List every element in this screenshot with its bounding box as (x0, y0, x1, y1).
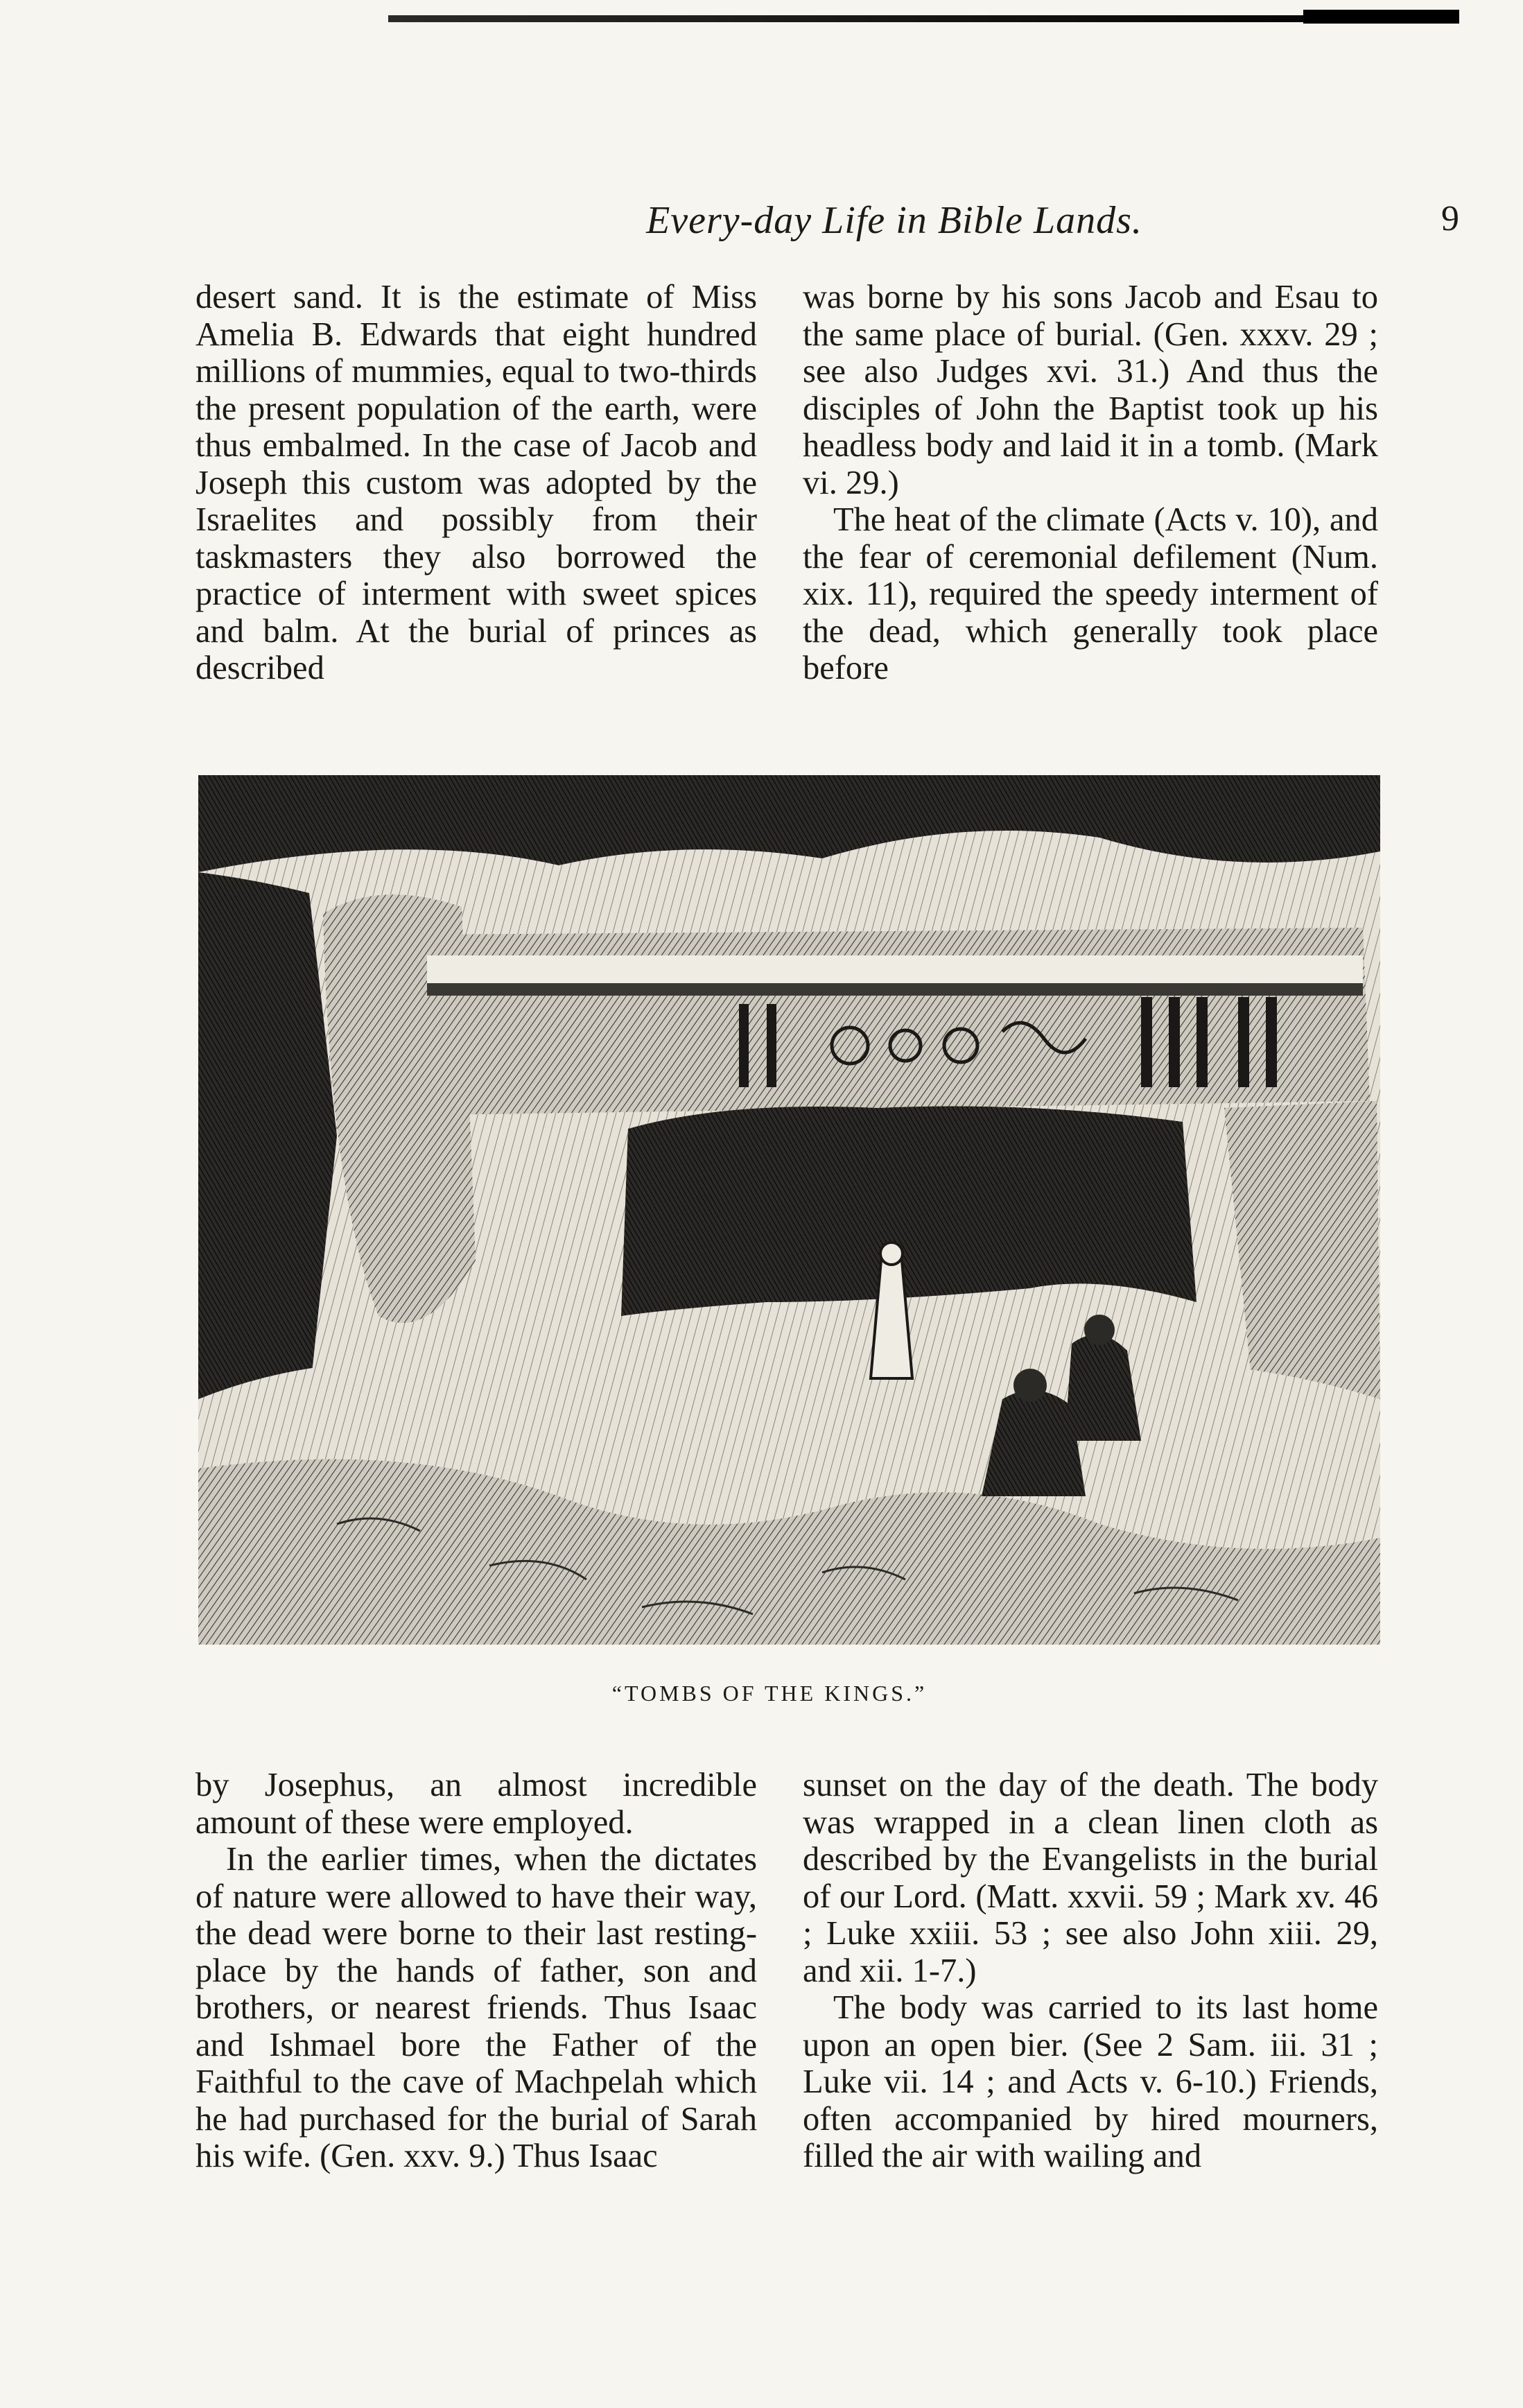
paragraph: sunset on the day of the death. The body was wrapped in a clean linen cloth as described by the Evangelists in the burial of our Lord. (Matt. xxvii. 59 ; Mark xv. 46 ; Luke xxiii. 53 ; see also John xiii. 29, and xii. 1-7.) (803, 1767, 1378, 1989)
paragraph: by Josephus, an almost incredible amount of these were employed. (195, 1767, 757, 1841)
top-rule-end (1303, 10, 1459, 24)
paragraph: The heat of the climate (Acts v. 10), and the fear of ceremonial defilement (Num. xix. 11), required the speedy interment of the dead, which generally took place before (803, 501, 1378, 686)
paragraph: desert sand. It is the estimate of Miss Amelia B. Edwards that eight hundred millions of mummies, equal to two-thirds the present population of the earth, were thus embalmed. In the case of Jacob and Joseph this custom was adopted by the Israelites and possibly from their taskmasters they also borrowed the practice of interment with sweet spices and balm. At the burial of princes as described (195, 279, 757, 686)
running-head (388, 198, 1459, 254)
top-rule (388, 15, 1459, 22)
running-title: Every-day Life in Bible Lands. (646, 199, 1142, 242)
column-bottom-right (803, 1767, 1378, 2175)
column-top-right (803, 279, 1378, 687)
page-number: 9 (1441, 199, 1459, 239)
paragraph: In the earlier times, when the dictates of nature were allowed to have their way, the dead were borne to their last resting-place by the hands of father, son and brothers, or nearest friends. Thus Isaac and Ishmael bore the Father of the Faithful to the cave of Machpelah which he had purchased for the burial of Sarah his wife. (Gen. xxv. 9.) Thus Isaac (195, 1841, 757, 2174)
paragraph: was borne by his sons Jacob and Esau to the same place of burial. (Gen. xxxv. 29 ; see also Judges xvi. 31.) And thus the disciples of John the Baptist took up his headless body and laid it in a tomb. (Mark vi. 29.) (803, 279, 1378, 501)
paragraph: The body was carried to its last home upon an open bier. (See 2 Sam. iii. 31 ; Luke vii. 14 ; and Acts v. 6-10.) Friends, often accompanied by hired mourners, filled the air with wailing and (803, 1989, 1378, 2174)
column-top-left (195, 279, 757, 687)
illustration-caption: “TOMBS OF THE KINGS.” (611, 1681, 928, 1706)
column-bottom-left (195, 1767, 757, 2175)
tombs-engraving (198, 775, 1380, 1645)
